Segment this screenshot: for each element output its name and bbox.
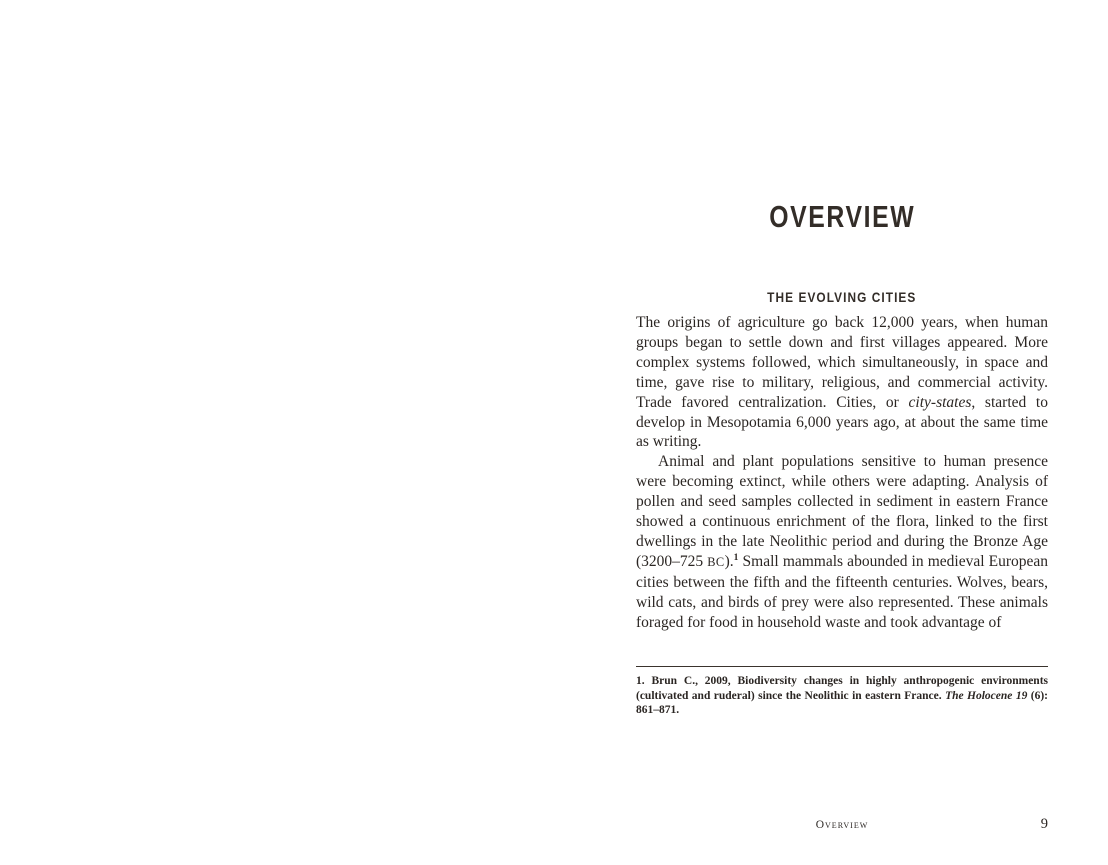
footnote-journal-title: The Holocene 19: [945, 689, 1028, 702]
page-footer: [636, 816, 1048, 839]
page-number: 9: [1040, 816, 1048, 832]
paragraph-1-italic-term: city-states: [908, 393, 972, 411]
paragraph-2-after-smallcaps: ).: [724, 552, 734, 570]
footnote: [636, 666, 1048, 718]
text-column: [636, 0, 1048, 865]
body-text: [636, 313, 1048, 633]
section-heading-text: THE EVOLVING CITIES: [767, 290, 917, 306]
paragraph-2: [636, 452, 1048, 632]
page-title: [636, 200, 1048, 233]
footnote-reference-1: 1: [733, 551, 739, 563]
footnote-marker: 1.: [636, 675, 645, 687]
paragraph-1-text-end: , started to develop in Mesopotamia 6,000 years ago, at about the same time as writing.: [636, 393, 1048, 451]
paragraph-2-smallcaps-bc: BC: [707, 554, 725, 569]
running-head: Overview: [815, 819, 869, 831]
page-title-text: OVERVIEW: [768, 198, 916, 234]
paragraph-1: [636, 313, 1048, 452]
paragraph-2-text-end: Small mammals abounded in medieval European cities between the fifth and the fifteenth centuries. Wolves, bears, wild cats, and birds of prey were also represented. These animals foraged for food in household waste and took advantage of: [636, 552, 1048, 631]
right-page: [554, 0, 1108, 865]
section-heading: [636, 290, 1048, 305]
paragraph-1-text-start: The origins of agriculture go back 12,000 years, when human groups began to settle down and first villages appeared. More complex systems followed, which simultaneously, in space and time, gave rise to military, religious, and commercial activity. Trade favored centralization. Cities, or: [636, 314, 1048, 411]
paragraph-2-text-start: Animal and plant populations sensitive to human presence were becoming extinct, while others were adapting. Analysis of pollen and seed samples collected in sediment in eastern France showed a continuous enrichment of the flora, linked to the first dwellings in the late Neolithic period and during the Bronze Age (3200–725: [636, 453, 1048, 570]
footnote-text-start: Brun C., 2009, Biodiversity changes in highly anthropogenic environments (cultivated and ruderal) since the Neolithic in eastern France.: [636, 675, 1048, 702]
footnote-text-end: (6): 861–871.: [636, 689, 1048, 717]
